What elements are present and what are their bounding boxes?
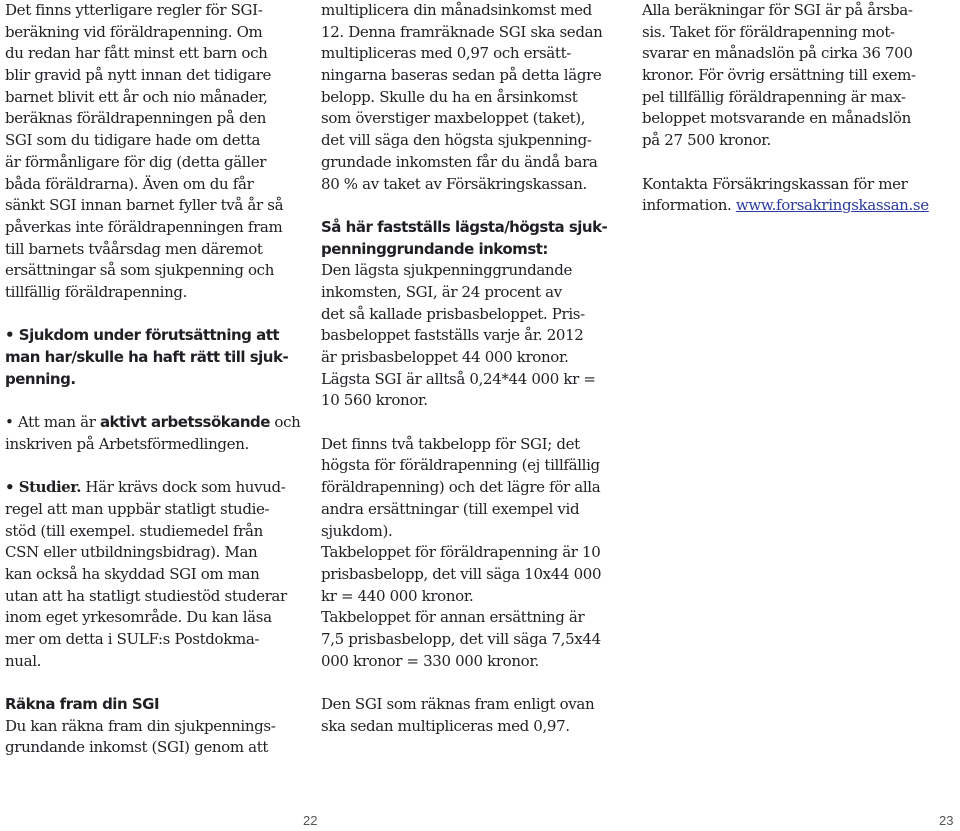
forsakringskassan-link[interactable]: www.forsakringskassan.se (735, 196, 929, 215)
text-line: 10 560 kronor. (321, 391, 428, 410)
text-line: kr = 440 000 kronor. (321, 586, 474, 605)
text-line: Lägsta SGI är alltså 0,24*44 000 kr = (321, 369, 596, 388)
text-line: 000 kronor = 330 000 kronor. (321, 651, 539, 670)
text-line: pel tillfällig föräldrapenning är max- (642, 87, 906, 106)
text-line: man har/skulle ha haft rätt till sjuk- (5, 348, 289, 366)
text-line: du redan har fått minst ett barn och (5, 44, 268, 63)
text-line: som överstiger maxbeloppet (taket), (321, 109, 586, 128)
text-line: utan att ha statligt studiestöd studerar (5, 586, 287, 605)
text-line: ska sedan multipliceras med 0,97. (321, 716, 570, 735)
page-number-left: 22 (303, 813, 318, 828)
text-run: • Att man är (5, 413, 100, 432)
arsbasis-paragraph (642, 0, 952, 152)
text-run: Här krävs dock som huvud- (80, 478, 286, 497)
text-line: beräknas föräldrapenningen på den (5, 109, 267, 128)
text-line: sänkt SGI innan barnet fyller två år så (5, 196, 284, 215)
text-line: sjukdom). (321, 521, 393, 540)
section-heading: penninggrundande inkomst: (321, 239, 548, 258)
text-line: 7,5 prisbasbelopp, det vill säga 7,5x44 (321, 629, 601, 648)
section-heading: Så här fastställs lägsta/högsta sjuk- (321, 217, 608, 236)
text-line: basbeloppet fastställs varje år. 2012 (321, 326, 584, 345)
text-line (5, 477, 301, 499)
text-line: ersättningar så som sjukpenning och (5, 261, 275, 280)
text-line: nual. (5, 651, 42, 670)
text-line: kan också ha skyddad SGI om man (5, 564, 260, 583)
sgi-calculation-paragraph (321, 0, 621, 195)
text-line: ningarna baseras sedan på detta lägre (321, 66, 602, 85)
text-line: påverkas inte föräldrapenningen fram (5, 217, 283, 236)
text-line: till barnets tvåårsdag men däremot (5, 239, 263, 258)
text-line: är förmånligare för dig (detta gäller (5, 152, 267, 171)
text-line: Det finns ytterligare regler för SGI- (5, 1, 263, 19)
text-line: blir gravid på nytt innan det tidigare (5, 66, 272, 85)
text-line: på 27 500 kronor. (642, 131, 771, 150)
text-line: beloppet motsvarande en månadslön (642, 109, 911, 128)
text-line: Takbeloppet för annan ersättning är (321, 608, 585, 627)
bullet-sjukdom (5, 325, 301, 390)
text-line: svarar en månadslön på cirka 36 700 (642, 44, 913, 63)
text-line: regel att man uppbär statligt studie- (5, 499, 270, 518)
contact-paragraph (642, 174, 952, 217)
text-line: det så kallade prisbasbeloppet. Pris- (321, 304, 585, 323)
multiplier-paragraph (321, 694, 621, 737)
text-line: belopp. Skulle du ha en årsinkomst (321, 87, 578, 106)
bullet-arbetssokande (5, 412, 301, 455)
text-line: inom eget yrkesområde. Du kan läsa (5, 608, 272, 627)
text-run: information. (642, 196, 736, 215)
text-line: kronor. För övrig ersättning till exem- (642, 66, 916, 85)
bold-text: • Studier. (5, 478, 81, 497)
section-heading: Räkna fram din SGI (5, 695, 160, 713)
text-line (642, 195, 952, 217)
section-rakna-fram (5, 694, 301, 759)
text-line: grundande inkomst (SGI) genom att (5, 738, 269, 757)
text-line: det vill säga den högsta sjukpenning- (321, 131, 592, 150)
text-line: penning. (5, 369, 76, 388)
text-line: barnet blivit ett år och nio månader, (5, 87, 268, 106)
text-line: grundade inkomsten får du ändå bara (321, 152, 598, 171)
text-line: prisbasbelopp, det vill säga 10x44 000 (321, 564, 602, 583)
text-line: Takbeloppet för föräldrapenning är 10 (321, 543, 601, 562)
text-line: Det finns två takbelopp för SGI; det (321, 434, 580, 453)
right-column (642, 0, 952, 217)
middle-column (321, 0, 621, 737)
takbelopp-paragraph (321, 434, 621, 673)
text-line: föräldrapenning) och det lägre för alla (321, 478, 601, 497)
text-line: Kontakta Försäkringskassan för mer (642, 174, 908, 193)
text-line: högsta för föräldrapenning (ej tillfällig (321, 456, 600, 475)
bullet-studier (5, 477, 301, 672)
text-line: stöd (till exempel. studiemedel från (5, 521, 263, 540)
text-line: andra ersättningar (till exempel vid (321, 499, 580, 518)
text-run: och (269, 413, 301, 432)
text-line: är prisbasbeloppet 44 000 kronor. (321, 348, 569, 366)
text-line (5, 412, 301, 434)
text-line: SGI som du tidigare hade om detta (5, 131, 261, 150)
text-line: inskriven på Arbetsförmedlingen. (5, 434, 249, 453)
text-line: tillfällig föräldrapenning. (5, 282, 188, 301)
text-line: 80 % av taket av Försäkringskassan. (321, 174, 587, 193)
text-line: beräkning vid föräldrapenning. Om (5, 22, 263, 41)
section-faststalls (321, 217, 621, 412)
left-column (5, 0, 301, 759)
text-line: inkomsten, SGI, är 24 procent av (321, 282, 562, 301)
bold-text: aktivt arbetssökande (99, 413, 270, 432)
text-line: 12. Denna framräknade SGI ska sedan (321, 22, 603, 41)
text-line: Du kan räkna fram din sjukpennings- (5, 716, 276, 735)
text-line: mer om detta i SULF:s Postdokma- (5, 629, 260, 648)
text-line: CSN eller utbildningsbidrag). Man (5, 543, 258, 562)
text-line: Den SGI som räknas fram enligt ovan (321, 695, 595, 713)
text-line: sis. Taket för föräldrapenning mot- (642, 22, 895, 41)
text-line: båda föräldrarna). Även om du får (5, 174, 254, 193)
text-line: Den lägsta sjukpenninggrundande (321, 261, 572, 280)
page-number-right: 23 (939, 813, 954, 828)
text-line: multiplicera din månadsinkomst med (321, 1, 592, 19)
text-line: Alla beräkningar för SGI är på årsba- (642, 1, 913, 19)
text-line: • Sjukdom under förutsättning att (5, 326, 280, 345)
text-line: multipliceras med 0,97 och ersätt- (321, 44, 571, 63)
intro-paragraph (5, 0, 301, 304)
